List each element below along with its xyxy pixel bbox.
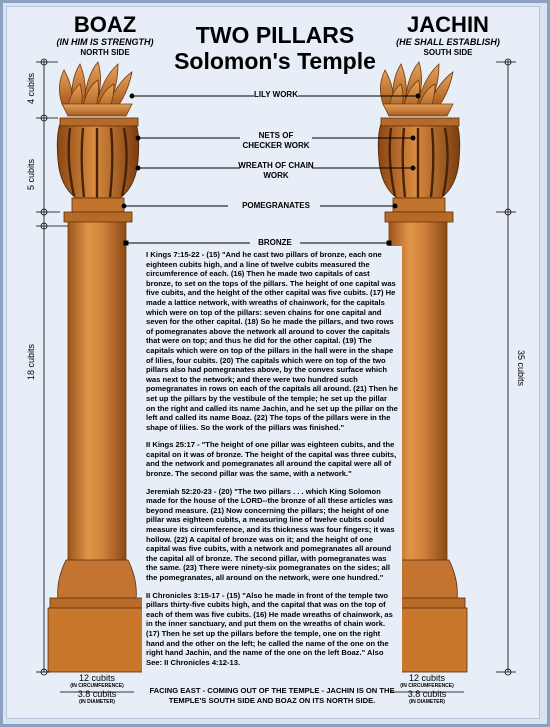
pomegranates-label: POMEGRANATES (242, 201, 310, 210)
thirtyfive-cubits-label: 35 cubits (516, 350, 526, 387)
passage-2-chronicles: II Chronicles 3:15-17 - (15) "Also he made in front of the temple two pillars thirty-five cubits high, and the capital that was on the top of each of them was five cubits. (16) He made wreaths of chainwork, as in the inner sanctuary, and put them on the wreaths of chain work. (17) Then he set up the pillars before the temple, one on the right hand and the other on the left; he called the name of the one on the right hand Jachin, and the name of the one on the left Boaz." Also See: II Chronicles 4:12-13. (146, 590, 393, 667)
boaz-circumference-note: (IN CIRCUMFERENCE) (70, 683, 124, 689)
passage-2-kings: II Kings 25:17 - "The height of one pillar was eighteen cubits, and the capital on it was of bronze. The height of the capital was three cubits, and the network and pomegranates all around the capital were all of bronze. The second pillar was the same, with a network." (146, 440, 397, 479)
right-dimension-lines (496, 59, 516, 675)
boaz-heading (40, 13, 170, 58)
scripture-text (146, 250, 398, 675)
boaz-name: BOAZ (73, 12, 137, 37)
boaz-base (48, 560, 146, 672)
boaz-meaning: (IN HIM IS STRENGTH) (56, 37, 154, 47)
four-cubits-label: 4 cubits (26, 72, 36, 104)
boaz-measurements (52, 673, 142, 705)
boaz-pomegranate-band (72, 198, 124, 212)
boaz-diameter: 3.8 cubits (77, 689, 117, 699)
boaz-diameter-note: (IN DIAMETER) (79, 699, 115, 705)
boaz-pillar (48, 62, 146, 672)
jachin-circumference: 12 cubits (408, 673, 446, 683)
boaz-lily-work (59, 62, 132, 116)
boaz-side: NORTH SIDE (80, 48, 130, 57)
lily-work-label: LILY WORK (253, 90, 298, 99)
title-block (150, 22, 400, 74)
five-cubits-label: 5 cubits (26, 158, 36, 190)
boaz-circumference: 12 cubits (78, 673, 116, 683)
jachin-diameter-note: (IN DIAMETER) (409, 699, 445, 705)
title-line-1: TWO PILLARS (195, 22, 355, 48)
jachin-meaning: (HE SHALL ESTABLISH) (396, 37, 500, 47)
jachin-diameter: 3.8 cubits (407, 689, 447, 699)
jachin-measurements (382, 673, 472, 705)
checker-work-label: NETS OF CHECKER WORK (242, 131, 310, 150)
chain-work-label: WREATH OF CHAIN WORK (238, 161, 314, 180)
boaz-bowl (57, 118, 138, 198)
bronze-label: BRONZE (258, 238, 292, 247)
jachin-pomegranate-band (393, 198, 445, 212)
passage-jeremiah: Jeremiah 52:20-23 - (20) "The two pillars . . . which King Solomon made for the house of the LORD--the bronze of all these articles was beyond measure. (21) Now concerning the pillars; the height of one pillar was eighteen cubits, a measuring line of twelve cubits could measure its circumference, and its thickness was four fingers; it was hollow. (22) A capital of bronze was on it; and the height of one capital was five cubits, with a network and pomegranates all around the capital all of bronze. The second pillar, with pomegranates was the same. (23) There were ninety-six pomegranates on the sides; all the pomegranates, all around on the network, were one hundred." (146, 486, 395, 582)
passage-1-kings: I Kings 7:15-22 - (15) "And he cast two pillars of bronze, each one eighteen cubits high, and a line of twelve cubits measured the circumference of each. (16) Then he made two capitals of cast bronze, to set on the tops of the pillars. The height of one capital was five cubits, and the height of the other capital was five cubits. (17) He made a lattice network, with wreaths of chainwork, for the capitals which were on top of the pillars: seven chains for one capital and seven for the other capital. (18) So he made the pillars, and two rows of pomegranates above the network all around to cover the capitals that were on top; and thus he did for the other capital. (19) The capitals which were on top of the pillars in the hall were in the shape of lilies, four cubits. (20) The capitals which were on top of the two pillars also had pomegranates above, by the convex surface which was next to the network; and there were two hundred such pomegranates in rows on each of the capitals all around. (21) Then he set up the pillars by the vestibule of the temple; he set up the pillar on the right and called its name Jachin, and he set up the pillar on the left and called its name Boaz. (22) The tops of the pillars were in the shape of lilies. So the work of the pillars was finished." (146, 250, 398, 432)
eighteen-cubits-label: 18 cubits (26, 343, 36, 380)
jachin-heading (378, 13, 518, 58)
jachin-bowl (378, 118, 459, 198)
jachin-circumference-note: (IN CIRCUMFERENCE) (400, 683, 454, 689)
orientation-note: FACING EAST - COMING OUT OF THE TEMPLE - JACHIN IS ON THE TEMPLE'S SOUTH SIDE AND BOAZ ON ITS NORTH SIDE. (149, 686, 395, 705)
title-line-2: Solomon's Temple (174, 48, 376, 74)
jachin-side: SOUTH SIDE (423, 48, 473, 57)
jachin-name: JACHIN (407, 12, 489, 37)
